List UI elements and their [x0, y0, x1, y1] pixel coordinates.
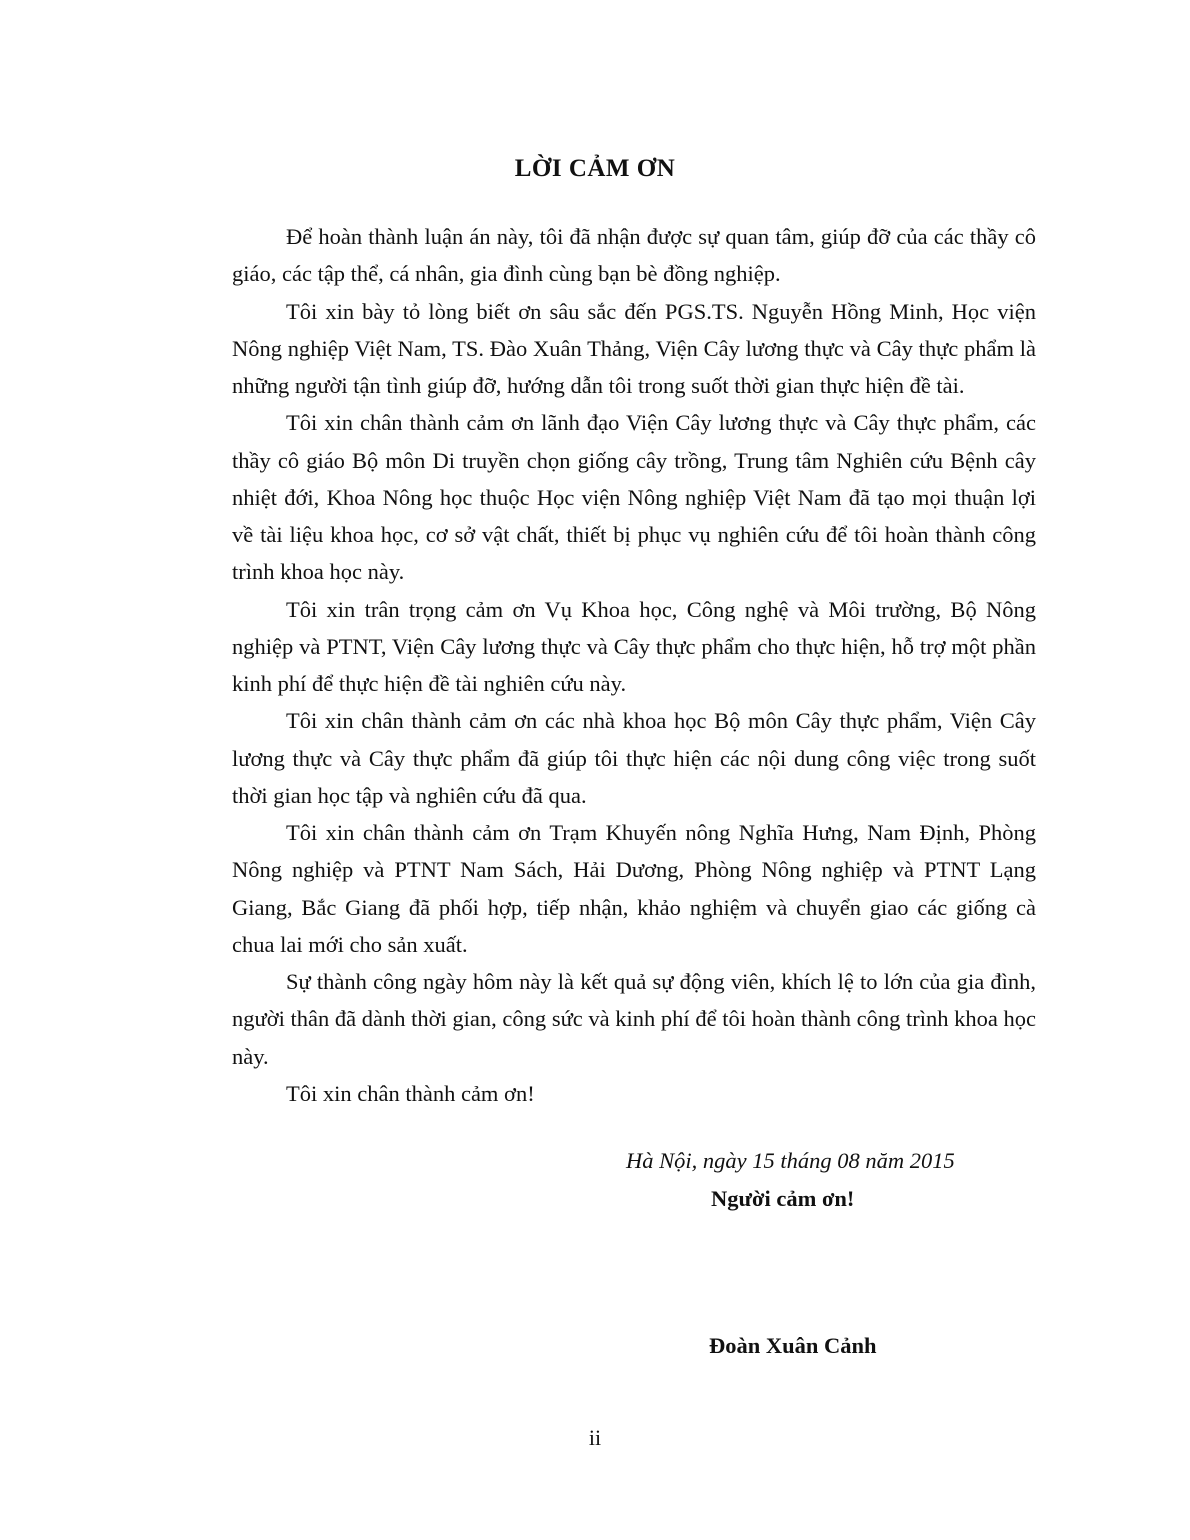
paragraph-6: Tôi xin chân thành cảm ơn Trạm Khuyến nông Nghĩa Hưng, Nam Định, Phòng Nông nghiệp và PTNT Nam Sách, Hải Dương, Phòng Nông nghiệp và PTNT Lạng Giang, Bắc Giang đã phối hợp, tiếp nhận, khảo nghiệm và chuyển giao các giống cà chua lai mới cho sản xuất.	[232, 820, 1036, 957]
paragraph-2: Tôi xin bày tỏ lòng biết ơn sâu sắc đến PGS.TS. Nguyễn Hồng Minh, Học viện Nông nghiệp Việt Nam, TS. Đào Xuân Thảng, Viện Cây lương thực và Cây thực phẩm là những người tận tình giúp đỡ, hướng dẫn tôi trong suốt thời gian thực hiện đề tài.	[232, 298, 1036, 398]
page-title: LỜI CẢM ƠN	[514, 155, 676, 182]
acknowledgement-body	[232, 218, 1036, 1112]
paragraph-4: Tôi xin trân trọng cảm ơn Vụ Khoa học, Công nghệ và Môi trường, Bộ Nông nghiệp và PTNT, Viện Cây lương thực và Cây thực phẩm cho thực hiện, hỗ trợ một phần kinh phí để thực hiện đề tài nghiên cứu này.	[232, 596, 1036, 696]
page-number: ii	[588, 1425, 602, 1450]
paragraph-8: Tôi xin chân thành cảm ơn!	[286, 1080, 535, 1106]
signer-name: Đoàn Xuân Cảnh	[709, 1333, 877, 1358]
paragraph-1: Để hoàn thành luận án này, tôi đã nhận được sự quan tâm, giúp đỡ của các thầy cô giáo, các tập thể, cá nhân, gia đình cùng bạn bè đồng nghiệp.	[232, 224, 1036, 287]
thanks-label: Người cảm ơn!	[711, 1186, 855, 1211]
paragraph-3: Tôi xin chân thành cảm ơn lãnh đạo Viện Cây lương thực và Cây thực phẩm, các thầy cô giáo Bộ môn Di truyền chọn giống cây trồng, Trung tâm Nghiên cứu Bệnh cây nhiệt đới, Khoa Nông học thuộc Học viện Nông nghiệp Việt Nam đã tạo mọi thuận lợi về tài liệu khoa học, cơ sở vật chất, thiết bị phục vụ nghiên cứu để tôi hoàn thành công trình khoa học này.	[232, 410, 1036, 585]
paragraph-7: Sự thành công ngày hôm này là kết quả sự động viên, khích lệ to lớn của gia đình, người thân đã dành thời gian, công sức và kinh phí để tôi hoàn thành công trình khoa học này.	[232, 969, 1036, 1069]
place-date: Hà Nội, ngày 15 tháng 08 năm 2015	[626, 1148, 955, 1173]
paragraph-5: Tôi xin chân thành cảm ơn các nhà khoa học Bộ môn Cây thực phẩm, Viện Cây lương thực và Cây thực phẩm đã giúp tôi thực hiện các nội dung công việc trong suốt thời gian học tập và nghiên cứu đã qua.	[232, 708, 1036, 808]
